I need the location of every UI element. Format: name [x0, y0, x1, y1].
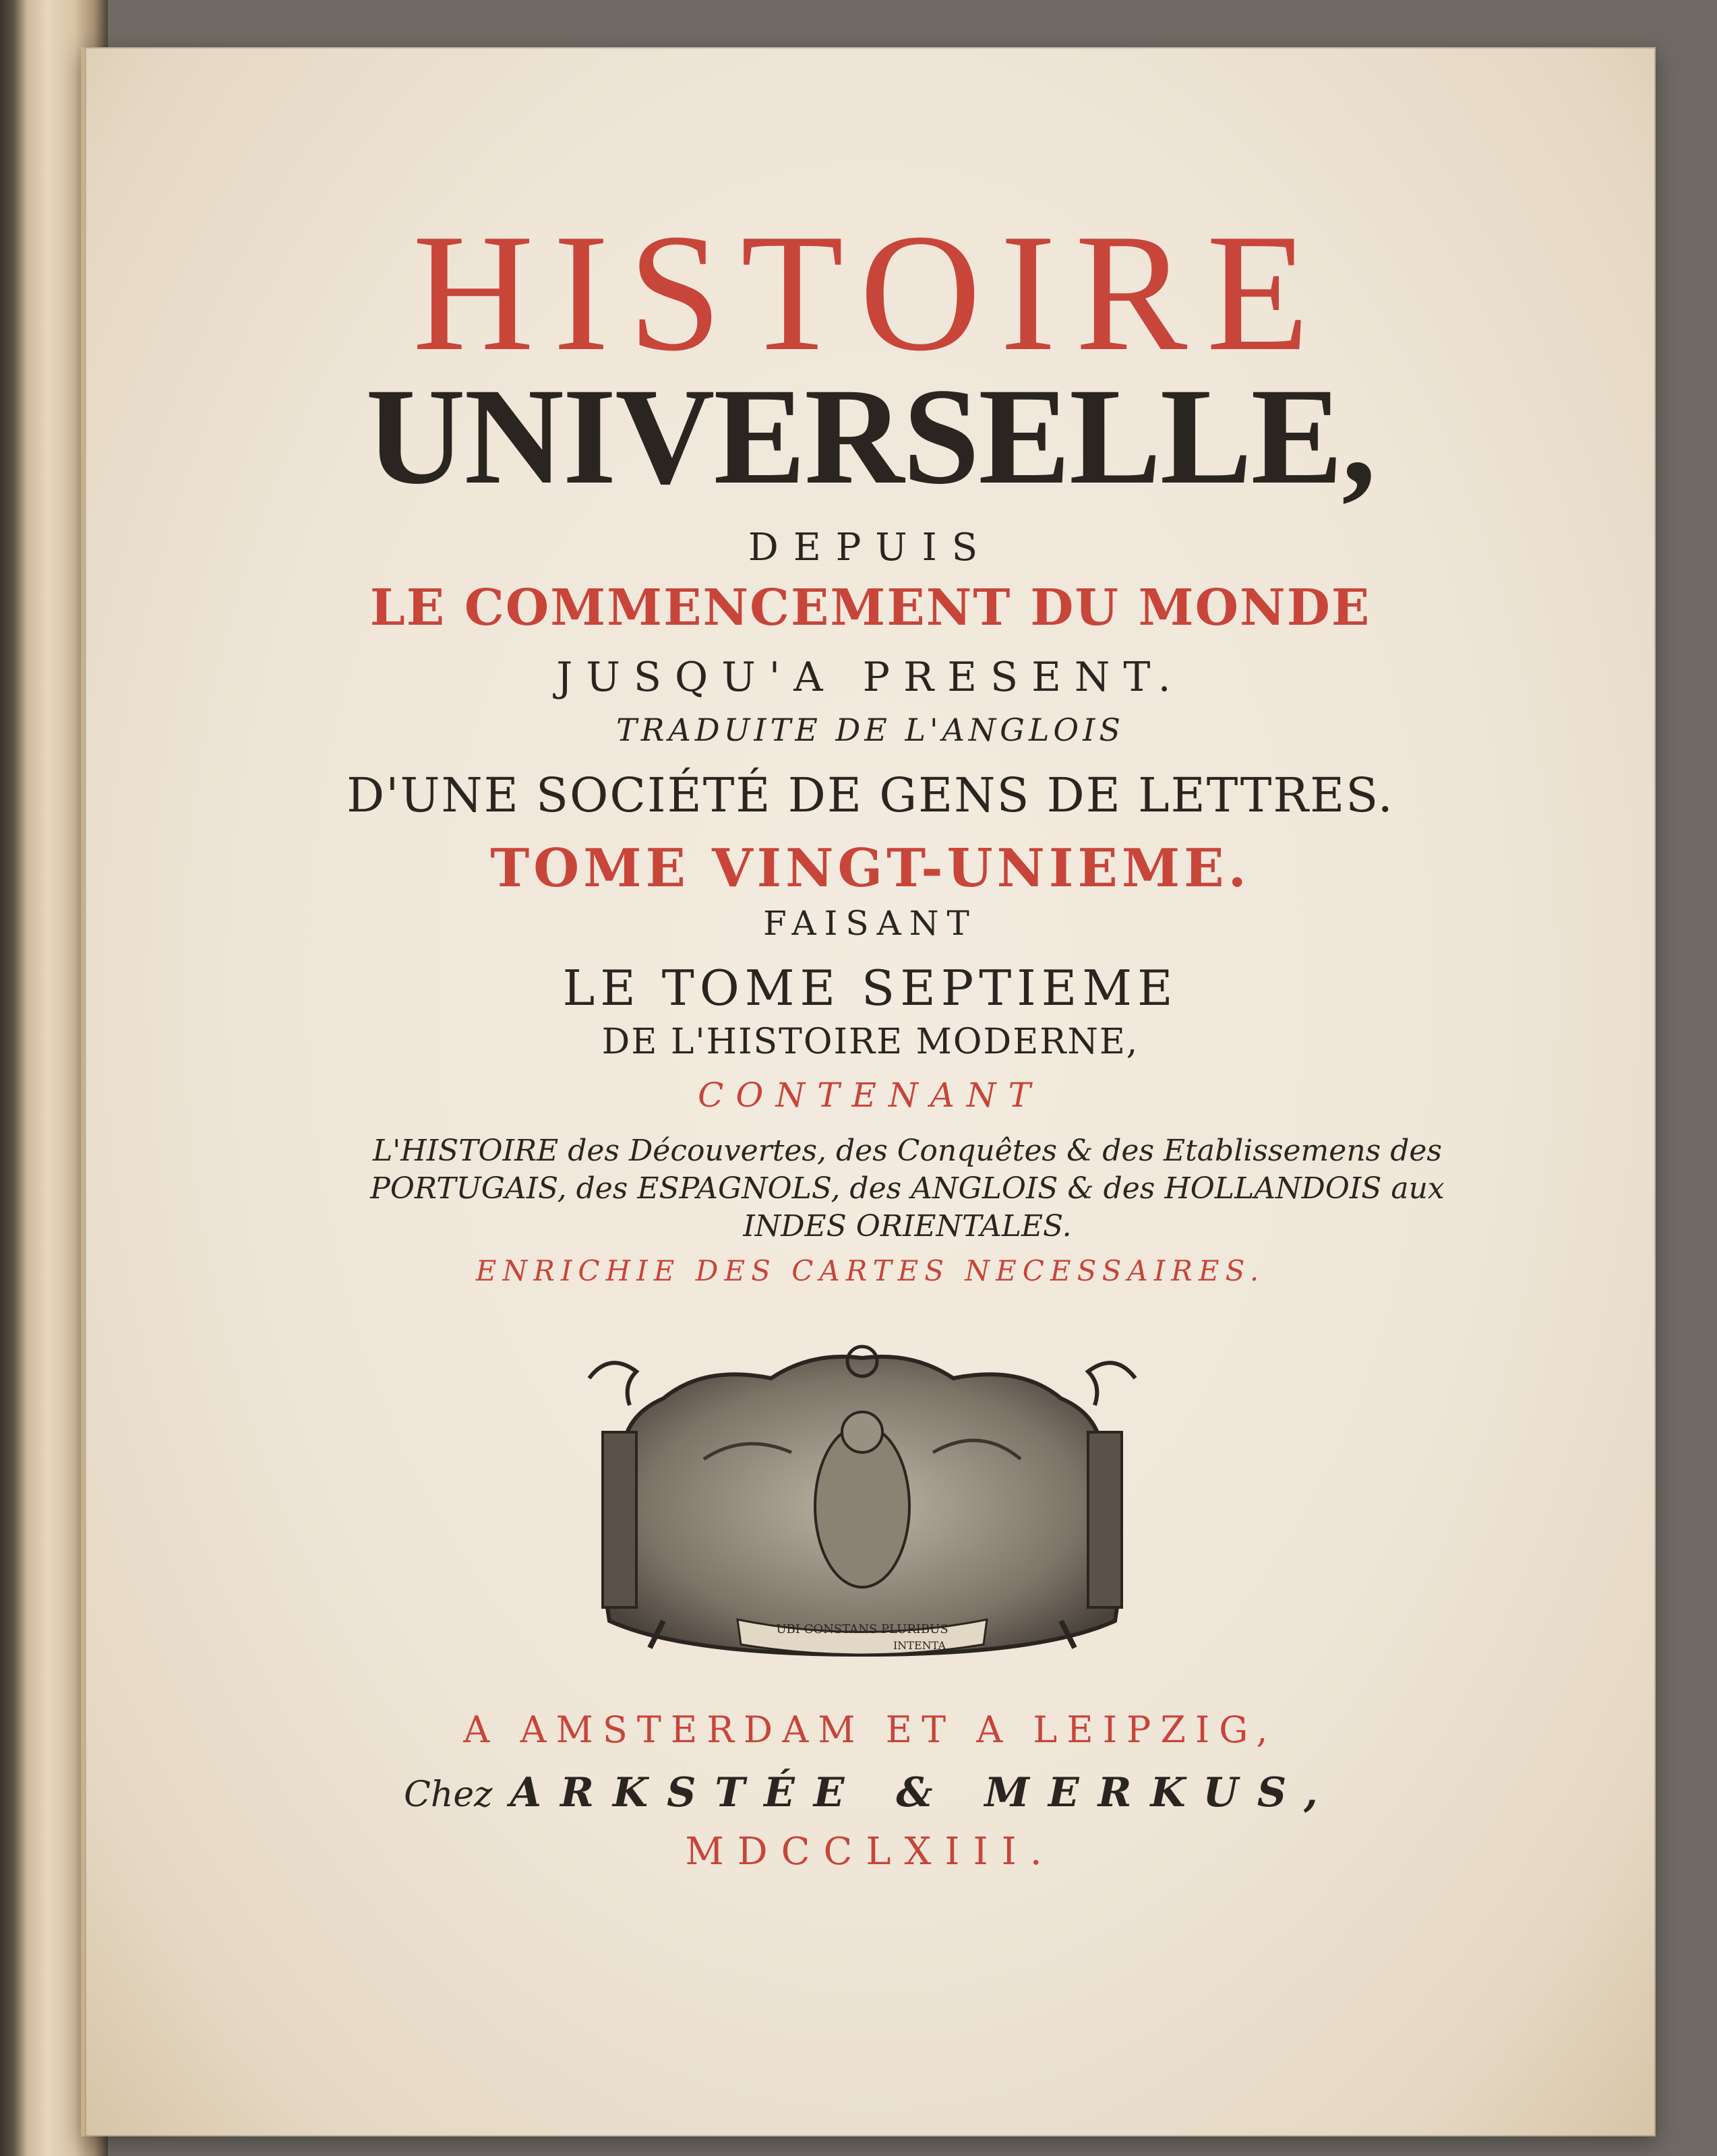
vignette-motto: UBI CONSTANS PLURIBUS	[776, 1622, 948, 1636]
imprint-firm: ARKSTÉE & MERKUS,	[510, 1769, 1337, 1816]
vignette-motto-2: INTENTA	[893, 1639, 946, 1652]
title-histoire-moderne: DE L'HISTOIRE MODERNE,	[601, 1022, 1139, 1062]
title-tome-septieme: LE TOME SEPTIEME	[562, 960, 1178, 1016]
title-enrichie: ENRICHIE DES CARTES NECESSAIRES.	[475, 1254, 1265, 1287]
title-histoire: HISTOIRE	[412, 199, 1329, 386]
contents-description: L'HISTOIRE des Découvertes, des Conquêtes & des Etablissemens des PORTUGAIS, des ESPAGNOLS, des ANGLOIS & des HOLLANDOIS aux INDES ORIENTALES.	[370, 1134, 1445, 1243]
title-universelle: UNIVERSELLE,	[365, 360, 1375, 513]
title-societe: D'UNE SOCIÉTÉ DE GENS DE LETTRES.	[347, 768, 1394, 823]
imprint-chez: Chez	[404, 1775, 493, 1815]
title-traduite: TRADUITE DE L'ANGLOIS	[616, 712, 1124, 748]
title-jusqua-present: JUSQU'A PRESENT.	[556, 654, 1184, 701]
imprint-year: MDCCLXIII.	[685, 1830, 1056, 1874]
title-tome: TOME VINGT-UNIEME.	[490, 838, 1251, 899]
title-depuis: DEPUIS	[748, 526, 993, 569]
imprint-place: A AMSTERDAM ET A LEIPZIG,	[463, 1708, 1277, 1751]
title-page	[81, 47, 1656, 2136]
title-commencement: LE COMMENCEMENT DU MONDE	[369, 579, 1371, 637]
engraved-vignette-image	[569, 1338, 1155, 1668]
title-faisant: FAISANT	[763, 904, 977, 943]
title-contenant: CONTENANT	[698, 1076, 1043, 1115]
imprint-publisher	[85, 1769, 1656, 1816]
